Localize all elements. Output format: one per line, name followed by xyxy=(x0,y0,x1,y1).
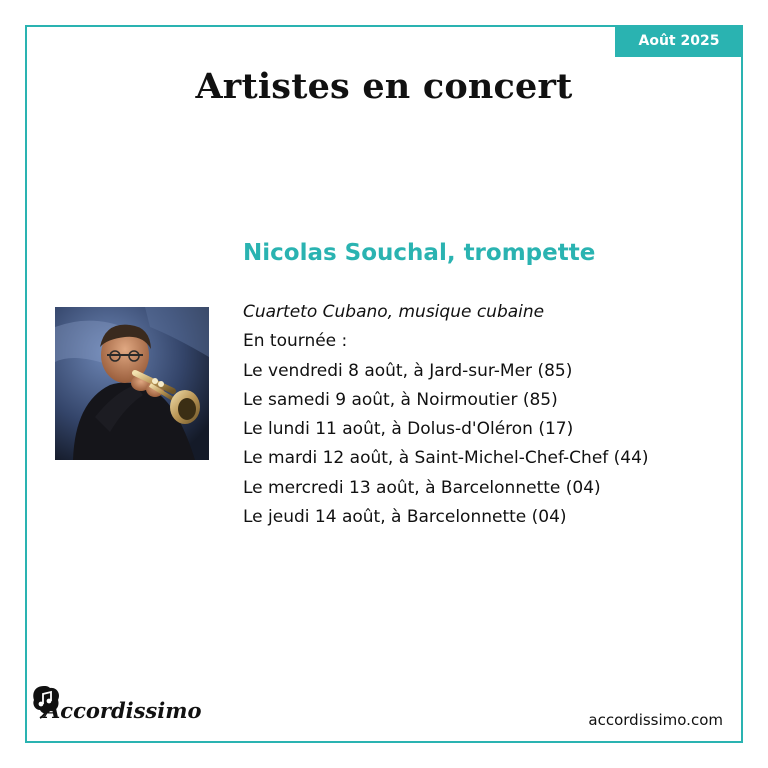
tour-label: En tournée : xyxy=(243,331,348,352)
website-url[interactable]: accordissimo.com xyxy=(588,711,723,729)
page-title: Artistes en concert xyxy=(195,66,573,107)
logo-text: Accordissimo xyxy=(44,698,202,723)
date-badge: Août 2025 xyxy=(615,25,743,57)
tour-date: Le samedi 9 août, à Noirmoutier (85) xyxy=(243,389,558,410)
artist-photo xyxy=(55,307,209,460)
tour-date: Le lundi 11 août, à Dolus-d'Oléron (17) xyxy=(243,419,574,440)
tour-date: Le mercredi 13 août, à Barcelonnette (04) xyxy=(243,477,601,498)
tour-date: Le vendredi 8 août, à Jard-sur-Mer (85) xyxy=(243,360,573,381)
tour-date: Le mardi 12 août, à Saint-Michel-Chef-Chef (44) xyxy=(243,448,649,469)
tour-date: Le jeudi 14 août, à Barcelonnette (04) xyxy=(243,507,567,528)
artist-name: Nicolas Souchal, trompette xyxy=(243,240,596,266)
ensemble-name: Cuarteto Cubano, musique cubaine xyxy=(243,302,545,322)
accordissimo-logo xyxy=(30,684,202,738)
concert-details xyxy=(243,298,649,532)
